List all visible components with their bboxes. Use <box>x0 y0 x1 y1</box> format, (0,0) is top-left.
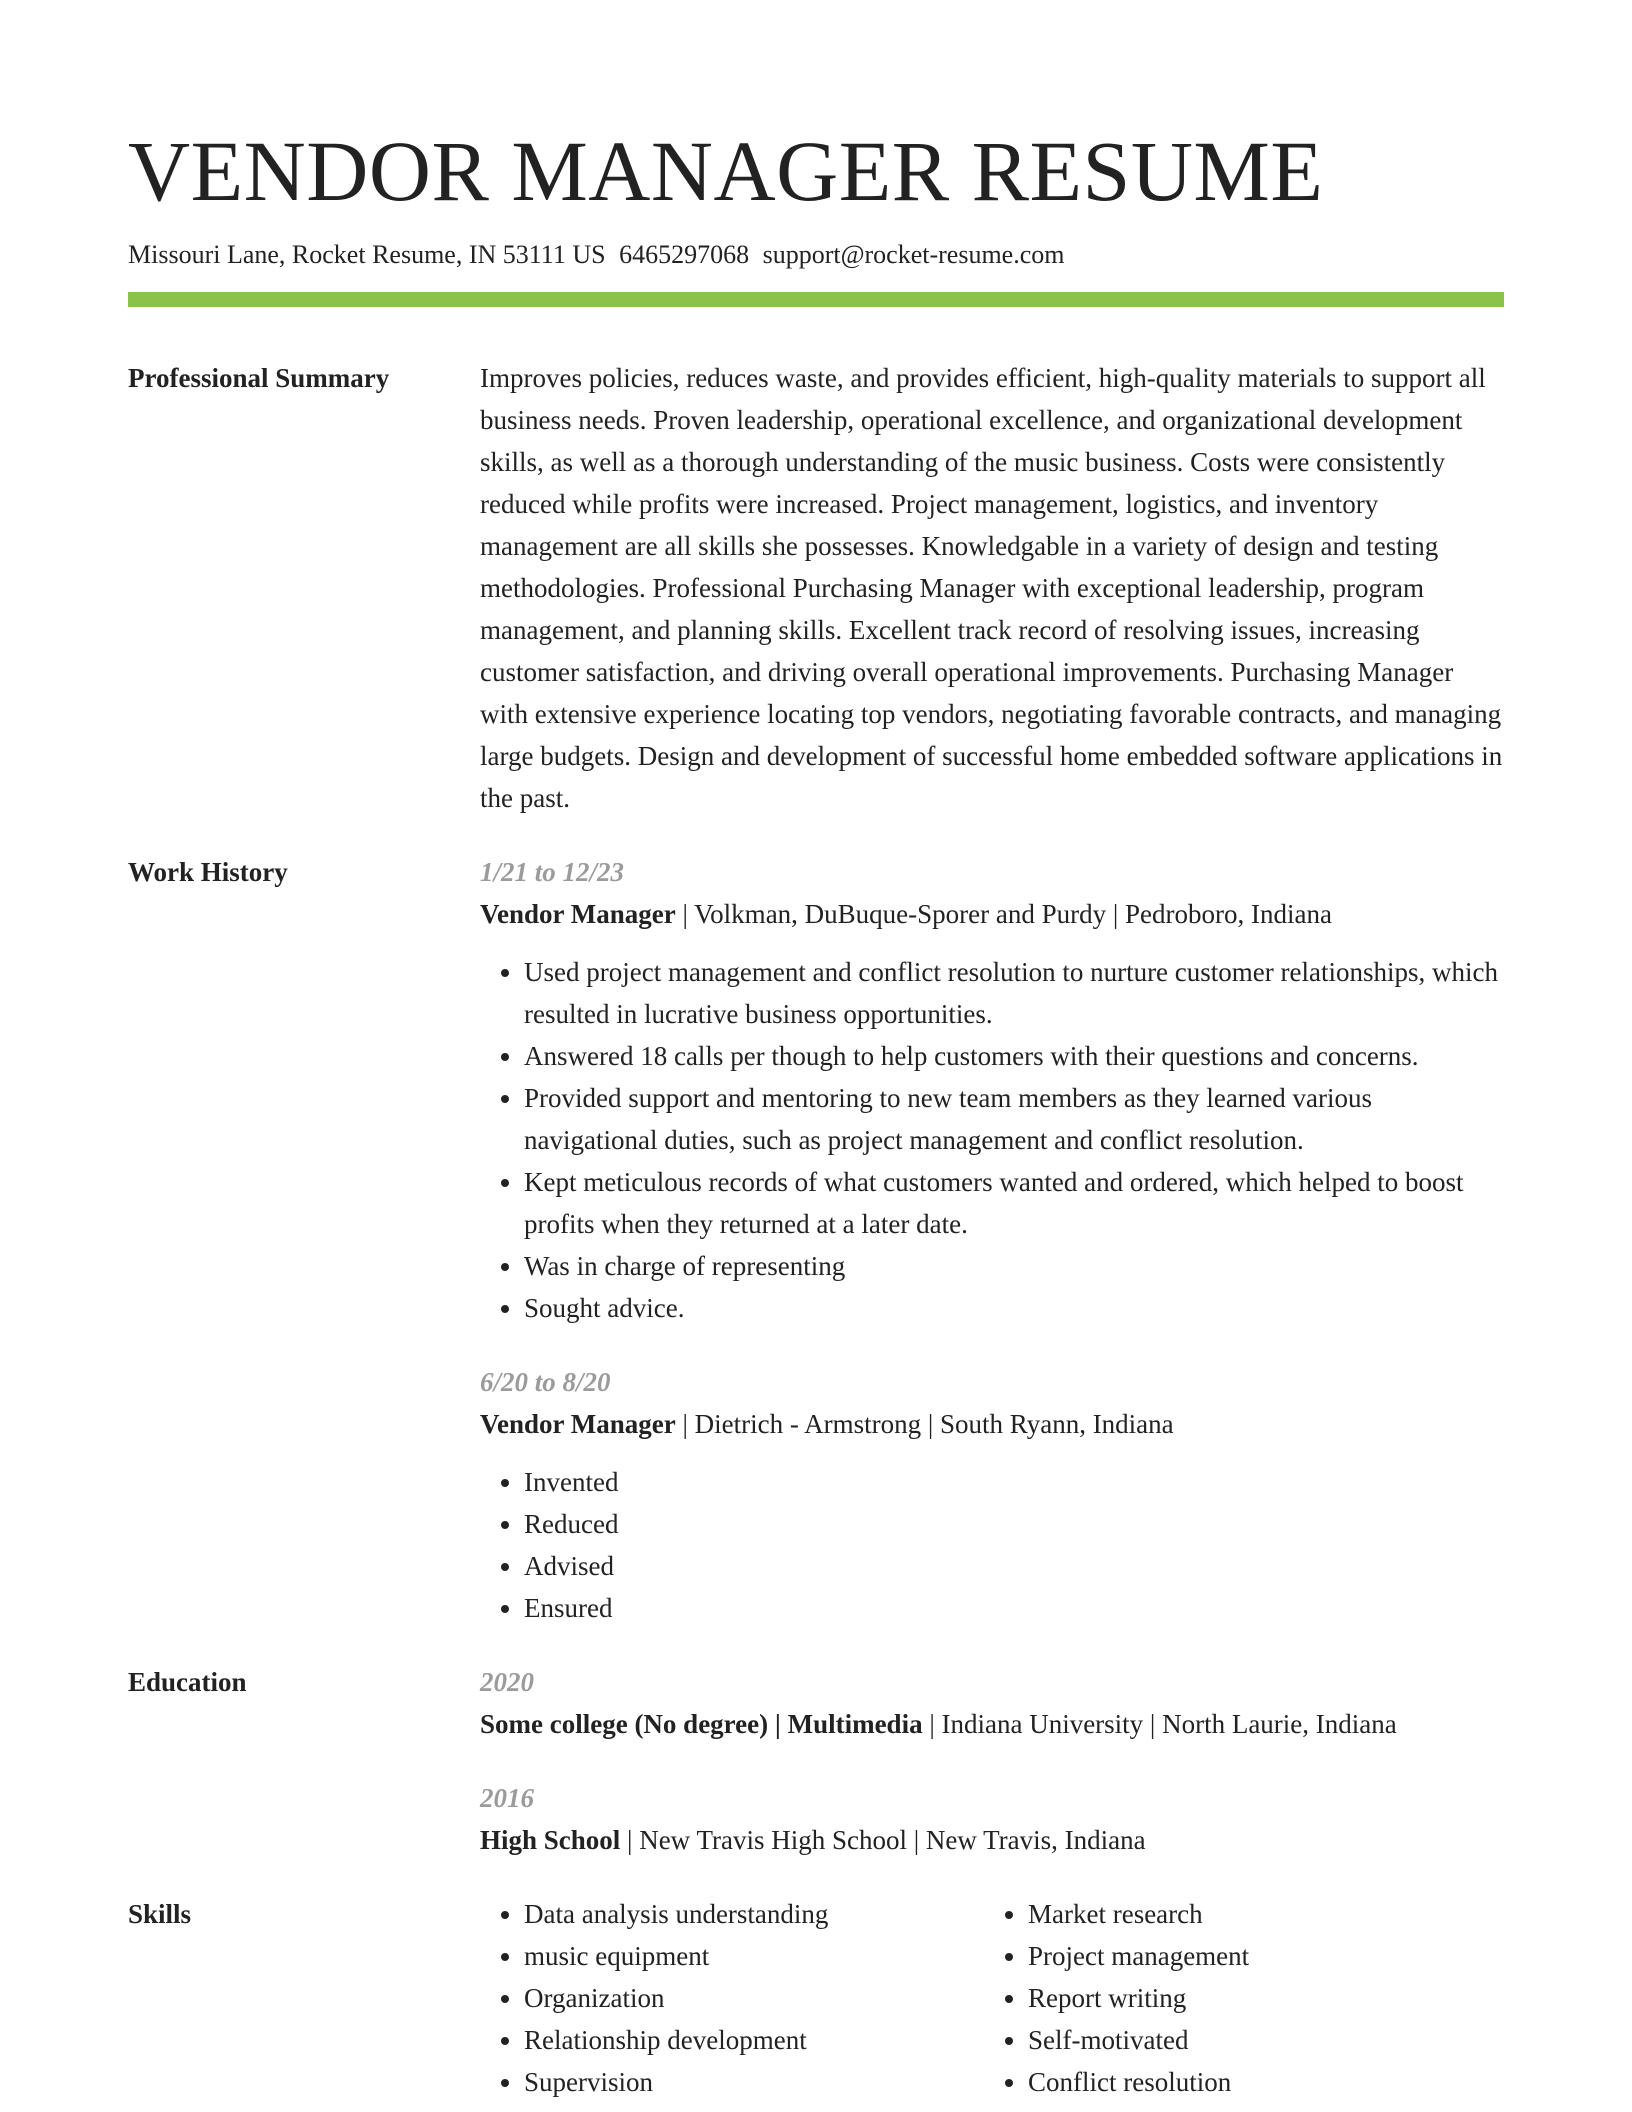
skill-item: • Data analysis understanding <box>524 1893 984 1935</box>
resume-title: VENDOR MANAGER RESUME <box>128 123 1324 219</box>
education-entry <box>480 1777 1504 1861</box>
section-label-work: Work History <box>128 857 288 887</box>
section-professional-summary <box>128 357 1504 819</box>
skills-column-2 <box>984 1893 1249 2103</box>
education-degree: Some college (No degree) | Multimedia <box>480 1709 923 1739</box>
contact-address: Missouri Lane, Rocket Resume, IN 53111 US <box>128 240 606 269</box>
section-education <box>128 1661 1504 1861</box>
section-label-education: Education <box>128 1667 247 1697</box>
skill-item: • music equipment <box>524 1935 984 1977</box>
job-entry <box>480 1361 1504 1629</box>
skills-column-1 <box>480 1893 984 2103</box>
job-employer-location: | Dietrich - Armstrong | South Ryann, Indiana <box>675 1409 1174 1439</box>
skill-item: • Self-motivated <box>1028 2019 1249 2061</box>
education-year: 2016 <box>480 1783 534 1813</box>
education-degree: High School <box>480 1825 621 1855</box>
job-title: Vendor Manager <box>480 899 676 929</box>
work-body <box>480 851 1504 1629</box>
job-bullet: • Used project management and conflict resolution to nurture customer relationships, which resulted in lucrative business opportunities. <box>524 951 1504 1035</box>
summary-text: Improves policies, reduces waste, and provides efficient, high-quality materials to support all business needs. Proven leadership, operational excellence, and organizational development skills, as well as a thorough understanding of the music business. Costs were consistently reduced while profits were increased. Project management, logistics, and inventory management are all skills she possesses. Knowledgable in a variety of design and testing methodologies. Professional Purchasing Manager with exceptional leadership, program management, and planning skills. Excellent track record of resolving issues, increasing customer satisfaction, and driving overall operational improvements. Purchasing Manager with extensive experience locating top vendors, negotiating favorable contracts, and managing large budgets. Design and development of successful home embedded software applications in the past. <box>480 363 1503 813</box>
education-school-location: | Indiana University | North Laurie, Indiana <box>922 1709 1397 1739</box>
job-bullet: • Ensured <box>524 1587 1504 1629</box>
job-bullets <box>480 1461 1504 1629</box>
skills-body <box>480 1893 1504 2103</box>
job-dates: 6/20 to 8/20 <box>480 1367 611 1397</box>
job-bullet: • Reduced <box>524 1503 1504 1545</box>
job-heading <box>480 893 1504 935</box>
job-bullet: • Advised <box>524 1545 1504 1587</box>
section-skills <box>128 1893 1504 2103</box>
job-bullet: • Was in charge of representing <box>524 1245 1504 1287</box>
job-bullet: • Sought advice. <box>524 1287 1504 1329</box>
skill-item: • Market research <box>1028 1893 1249 1935</box>
section-work-history <box>128 851 1504 1629</box>
resume-page <box>128 0 1504 2103</box>
contact-phone: 6465297068 <box>619 240 750 269</box>
job-dates: 1/21 to 12/23 <box>480 857 625 887</box>
skill-item: • Supervision <box>524 2061 984 2103</box>
skill-item: • Relationship development <box>524 2019 984 2061</box>
skill-item: • Report writing <box>1028 1977 1249 2019</box>
education-entry <box>480 1661 1504 1745</box>
job-bullets <box>480 951 1504 1329</box>
skill-item: • Organization <box>524 1977 984 2019</box>
job-bullet: • Answered 18 calls per though to help customers with their questions and concerns. <box>524 1035 1504 1077</box>
contact-email: support@rocket-resume.com <box>762 240 1065 269</box>
job-title: Vendor Manager <box>480 1409 676 1439</box>
job-bullet: • Kept meticulous records of what customers wanted and ordered, which helped to boost profits when they returned at a later date. <box>524 1161 1504 1245</box>
section-label-skills: Skills <box>128 1899 192 1929</box>
education-heading <box>480 1703 1504 1745</box>
education-body <box>480 1661 1504 1861</box>
accent-divider <box>128 292 1504 307</box>
contact-line <box>128 239 1504 271</box>
education-year: 2020 <box>480 1667 534 1697</box>
skill-item: • Conflict resolution <box>1028 2061 1249 2103</box>
job-bullet: • Provided support and mentoring to new team members as they learned various navigational duties, such as project management and conflict resolution. <box>524 1077 1504 1161</box>
job-employer-location: | Volkman, DuBuque-Sporer and Purdy | Pedroboro, Indiana <box>675 899 1332 929</box>
education-heading <box>480 1819 1504 1861</box>
skill-item: • Project management <box>1028 1935 1249 1977</box>
section-label-summary: Professional Summary <box>128 363 390 393</box>
job-heading <box>480 1403 1504 1445</box>
job-entry <box>480 851 1504 1329</box>
education-school-location: | New Travis High School | New Travis, Indiana <box>620 1825 1146 1855</box>
summary-body <box>480 357 1504 819</box>
job-bullet: • Invented <box>524 1461 1504 1503</box>
